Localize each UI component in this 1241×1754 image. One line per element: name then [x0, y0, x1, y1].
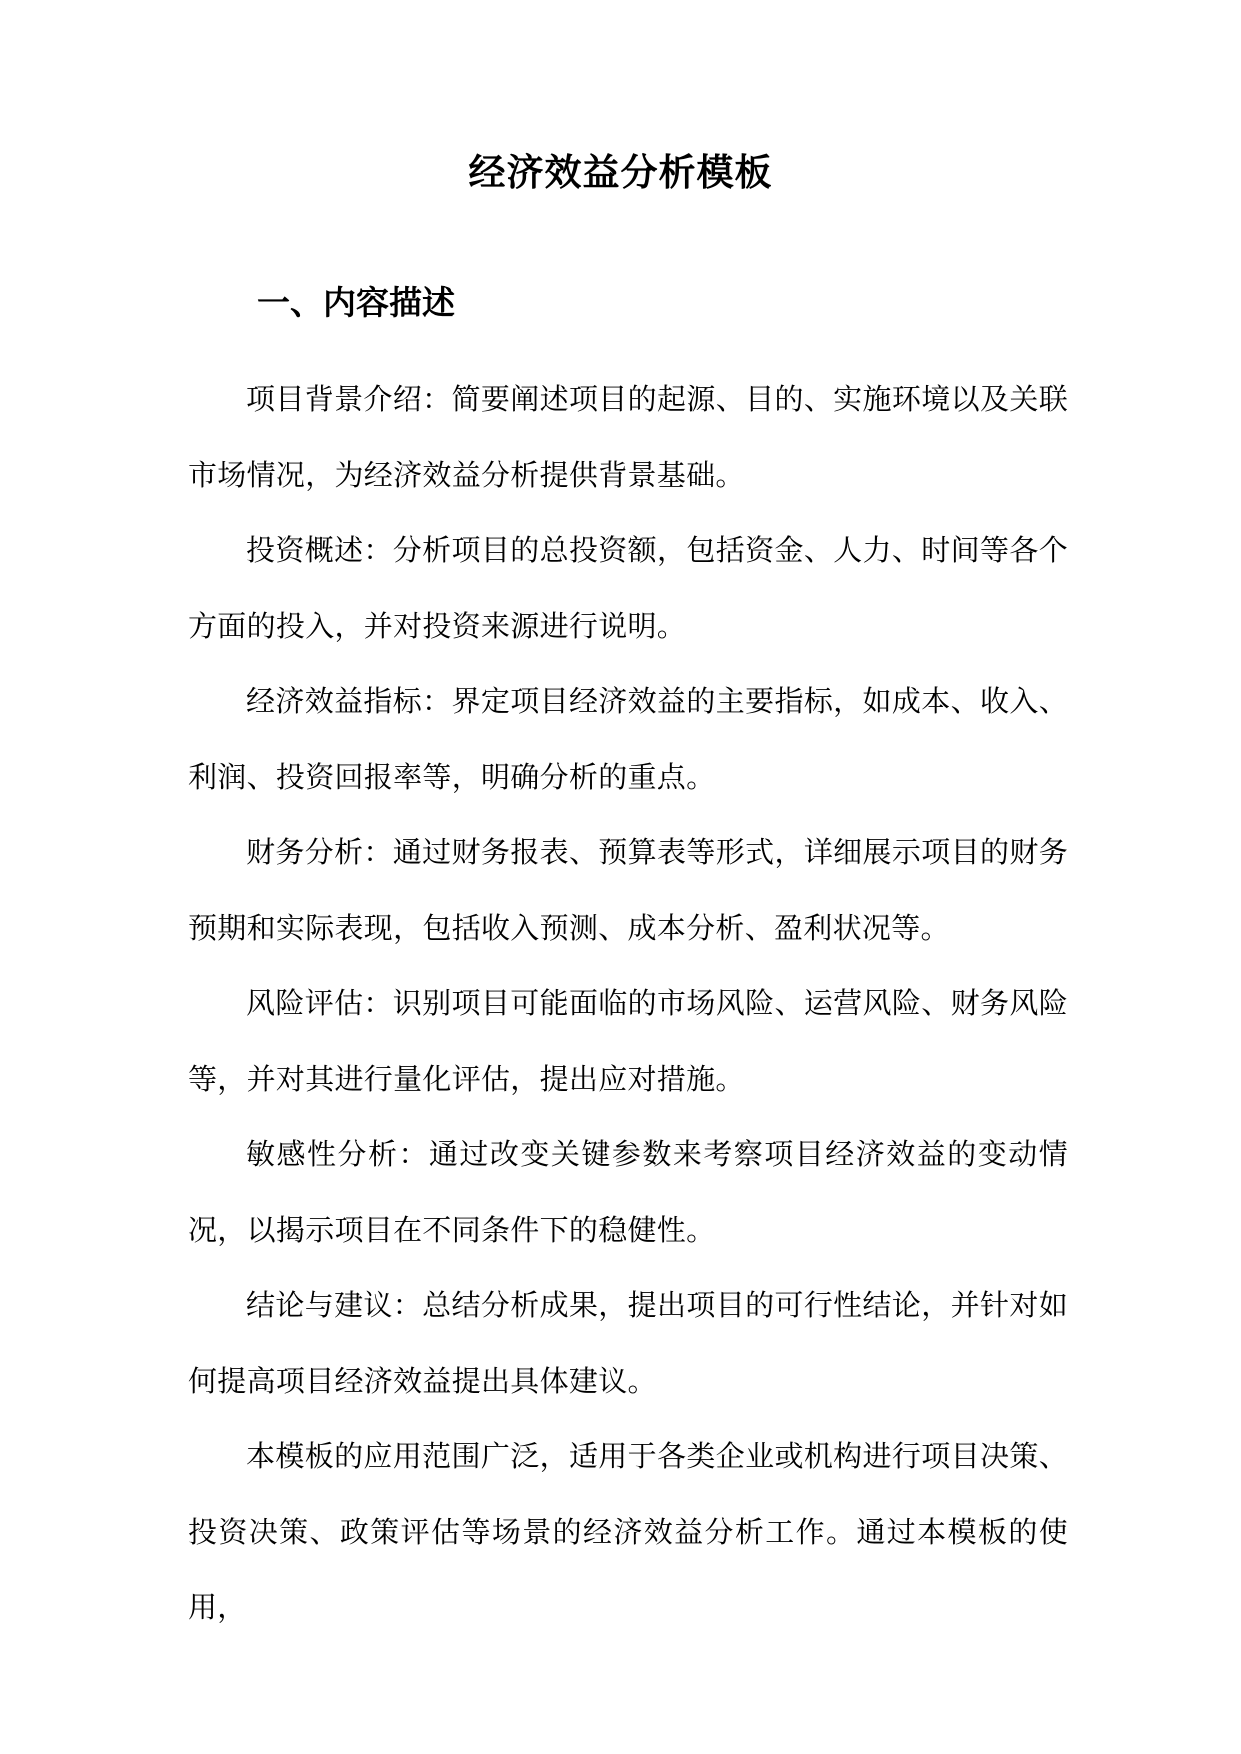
section-heading: 一、内容描述 — [257, 283, 455, 322]
paragraph-project-background: 项目背景介绍：简要阐述项目的起源、目的、实施环境以及关联市场情况，为经济效益分析提供背景基础。 — [188, 382, 1068, 492]
paragraph-risk-assessment: 风险评估：识别项目可能面临的市场风险、运营风险、财务风险等，并对其进行量化评估，提出应对措施。 — [188, 986, 1068, 1096]
section-body — [188, 362, 1068, 1646]
paragraph-financial-analysis: 财务分析：通过财务报表、预算表等形式，详细展示项目的财务预期和实际表现，包括收入预测、成本分析、盈利状况等。 — [188, 835, 1068, 945]
paragraph-economic-indicators: 经济效益指标：界定项目经济效益的主要指标，如成本、收入、利润、投资回报率等，明确分析的重点。 — [188, 684, 1068, 794]
document-title: 经济效益分析模板 — [468, 151, 773, 194]
paragraph-investment-overview: 投资概述：分析项目的总投资额，包括资金、人力、时间等各个方面的投入，并对投资来源进行说明。 — [188, 533, 1068, 643]
paragraph-sensitivity-analysis: 敏感性分析：通过改变关键参数来考察项目经济效益的变动情况，以揭示项目在不同条件下的稳健性。 — [188, 1137, 1068, 1247]
paragraph-scope: 本模板的应用范围广泛，适用于各类企业或机构进行项目决策、投资决策、政策评估等场景的经济效益分析工作。通过本模板的使用， — [188, 1439, 1068, 1624]
paragraph-conclusion: 结论与建议：总结分析成果，提出项目的可行性结论，并针对如何提高项目经济效益提出具体建议。 — [188, 1288, 1068, 1398]
